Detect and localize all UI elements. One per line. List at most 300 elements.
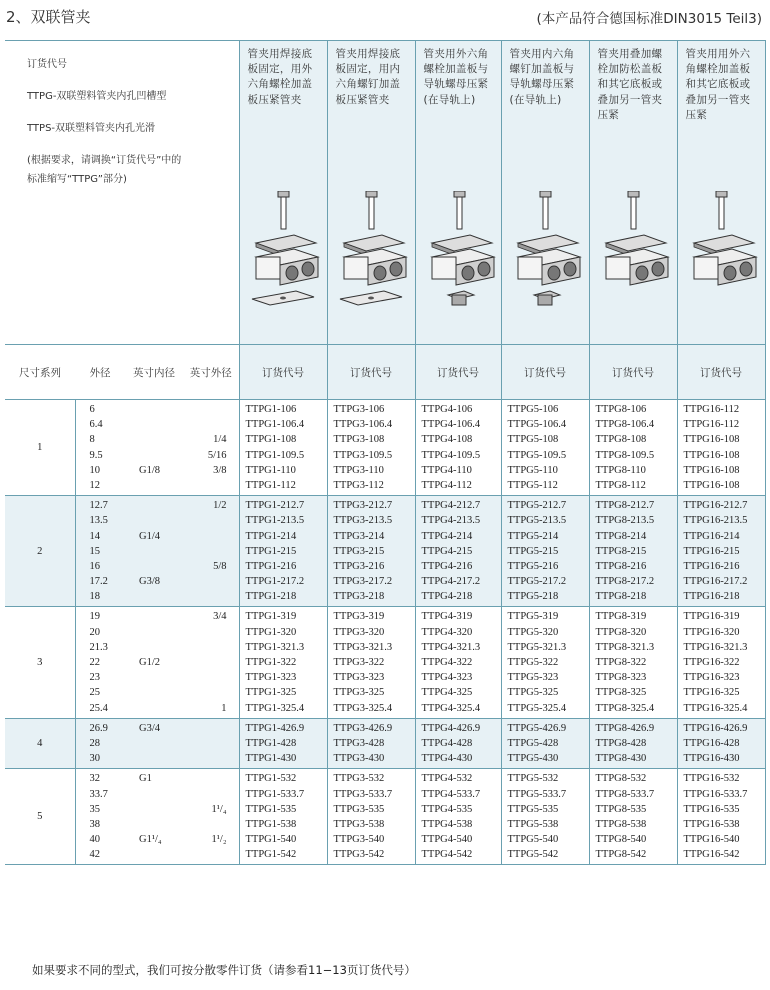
inch-inner-value: G1¹/₄ bbox=[139, 834, 162, 846]
order-code: TTPG1-112 bbox=[245, 479, 296, 491]
order-code: TTPG3-540 bbox=[333, 834, 385, 846]
type-desc-line: 螺钉加盖板与 bbox=[509, 63, 575, 76]
order-code: TTPG3-321.3 bbox=[333, 641, 393, 653]
outer-diameter-value: 8 bbox=[89, 434, 95, 446]
type-desc-line: 管夹用内六角 bbox=[509, 48, 575, 60]
order-code: TTPG3-538 bbox=[333, 818, 385, 830]
order-code: TTPG8-428 bbox=[595, 737, 647, 749]
outer-diameter-value: 25.4 bbox=[89, 702, 108, 714]
order-code: TTPG4-106.4 bbox=[421, 419, 481, 431]
type-desc-line: 板固定，用外 bbox=[247, 63, 313, 76]
type-desc-line: 管夹用叠加螺 bbox=[597, 48, 663, 60]
order-code: TTPG8-112 bbox=[595, 479, 646, 491]
series-group-row bbox=[5, 718, 765, 769]
type-desc-line: 叠加另一管夹 bbox=[685, 93, 751, 106]
outer-diameter-value: 40 bbox=[89, 834, 100, 846]
order-code: TTPG1-533.7 bbox=[245, 788, 305, 800]
type-desc-line: 和其它底板或 bbox=[685, 78, 751, 91]
order-code: TTPG3-320 bbox=[333, 626, 385, 638]
type-desc-line: 栓加防松盖板 bbox=[597, 63, 663, 76]
order-code: TTPG1-215 bbox=[245, 545, 297, 557]
outer-diameter-value: 17.2 bbox=[89, 576, 108, 588]
order-code: TTPG8-542 bbox=[595, 849, 647, 861]
type-desc-line: 压紧 bbox=[685, 108, 708, 121]
clamp-illustration-icon bbox=[422, 191, 498, 331]
order-code: TTPG4-110 bbox=[421, 464, 472, 476]
order-code: TTPG5-213.5 bbox=[507, 515, 567, 527]
order-code: TTPG8-109.5 bbox=[595, 449, 655, 461]
series-group-row bbox=[5, 769, 765, 865]
order-code: TTPG4-109.5 bbox=[421, 449, 481, 461]
order-code: TTPG3-542 bbox=[333, 849, 385, 861]
order-code: TTPG1-108 bbox=[245, 434, 297, 446]
column-header-od: 外径 bbox=[75, 345, 125, 400]
inch-outer-value bbox=[183, 721, 227, 736]
type-cell-2 bbox=[327, 41, 415, 345]
outer-diameter-value: 23 bbox=[89, 672, 100, 684]
type-cell-6 bbox=[677, 41, 765, 345]
order-code: TTPG8-430 bbox=[595, 753, 647, 765]
order-code: TTPG1-321.3 bbox=[245, 641, 305, 653]
order-code: TTPG8-325 bbox=[595, 687, 647, 699]
order-code-cell bbox=[415, 718, 501, 769]
inch-outer-value bbox=[183, 847, 227, 862]
order-code: TTPG3-106.4 bbox=[333, 419, 393, 431]
type-desc-line: (在导轨上) bbox=[423, 93, 476, 106]
order-code: TTPG3-110 bbox=[333, 464, 384, 476]
order-code: TTPG4-216 bbox=[421, 560, 473, 572]
order-code: TTPG16-323 bbox=[683, 672, 740, 684]
order-code: TTPG16-217.2 bbox=[683, 576, 748, 588]
order-code: TTPG3-533.7 bbox=[333, 788, 393, 800]
order-code: TTPG3-213.5 bbox=[333, 515, 393, 527]
inch-outer-value: 1/4 bbox=[213, 434, 227, 446]
section-title: 2、双联管夹 bbox=[6, 8, 91, 26]
inch-inner-value bbox=[139, 670, 183, 685]
order-code: TTPG8-535 bbox=[595, 803, 647, 815]
type-desc-line: 板压紧管夹 bbox=[247, 93, 302, 106]
type-desc-line: 板固定，用内 bbox=[335, 63, 401, 76]
order-code: TTPG5-108 bbox=[507, 434, 559, 446]
column-header-series: 尺寸系列 bbox=[5, 345, 75, 400]
type-header-row bbox=[5, 41, 765, 345]
order-code-cell bbox=[677, 496, 765, 607]
outer-diameter-value: 12.7 bbox=[89, 500, 108, 512]
order-code: TTPG4-321.3 bbox=[421, 641, 481, 653]
order-code: TTPG4-214 bbox=[421, 530, 473, 542]
order-code: TTPG5-535 bbox=[507, 803, 559, 815]
inch-inner-cell bbox=[125, 607, 183, 718]
intro-label: 订货代号 bbox=[27, 59, 67, 70]
outer-diameter-value: 6 bbox=[89, 404, 95, 415]
outer-diameter-cell bbox=[75, 496, 125, 607]
inch-outer-value bbox=[183, 529, 227, 544]
inch-inner-value bbox=[139, 847, 183, 862]
order-code: TTPG3-217.2 bbox=[333, 576, 393, 588]
outer-diameter-cell bbox=[75, 607, 125, 718]
type-desc-line: 管夹用焊接底 bbox=[247, 48, 313, 60]
column-header-code: 订货代号 bbox=[415, 345, 501, 400]
order-code: TTPG1-535 bbox=[245, 803, 297, 815]
inch-outer-cell bbox=[183, 400, 239, 496]
order-code: TTPG5-540 bbox=[507, 834, 559, 846]
inch-inner-value bbox=[139, 640, 183, 655]
order-code-cell bbox=[239, 496, 327, 607]
order-code: TTPG5-542 bbox=[507, 849, 559, 861]
outer-diameter-value: 25 bbox=[89, 687, 100, 699]
order-code: TTPG16-108 bbox=[683, 449, 740, 461]
order-code: TTPG8-106 bbox=[595, 404, 647, 415]
order-code-cell bbox=[501, 607, 589, 718]
order-code: TTPG8-319 bbox=[595, 611, 647, 623]
inch-outer-value bbox=[183, 787, 227, 802]
order-code: TTPG1-538 bbox=[245, 818, 297, 830]
inch-inner-value bbox=[139, 685, 183, 700]
order-code: TTPG4-213.5 bbox=[421, 515, 481, 527]
outer-diameter-value: 32 bbox=[89, 773, 100, 785]
outer-diameter-value: 15 bbox=[89, 545, 100, 557]
order-code: TTPG4-323 bbox=[421, 672, 473, 684]
order-code: TTPG16-319 bbox=[683, 611, 740, 623]
type-cell-3 bbox=[415, 41, 501, 345]
order-code: TTPG3-216 bbox=[333, 560, 385, 572]
order-code: TTPG3-106 bbox=[333, 404, 385, 415]
order-code: TTPG5-325 bbox=[507, 687, 559, 699]
series-group-row bbox=[5, 496, 765, 607]
inch-outer-value: 1¹/₄ bbox=[211, 803, 227, 815]
order-code: TTPG5-325.4 bbox=[507, 702, 567, 714]
order-code-cell bbox=[415, 607, 501, 718]
inch-inner-value: G1/8 bbox=[139, 464, 160, 476]
order-code: TTPG1-213.5 bbox=[245, 515, 305, 527]
order-code: TTPG16-430 bbox=[683, 753, 740, 765]
series-number: 3 bbox=[5, 607, 75, 718]
order-code: TTPG4-535 bbox=[421, 803, 473, 815]
inch-outer-value bbox=[183, 625, 227, 640]
order-code: TTPG16-214 bbox=[683, 530, 740, 542]
series-group-row bbox=[5, 400, 765, 496]
order-code-cell bbox=[501, 496, 589, 607]
inch-outer-value bbox=[183, 574, 227, 589]
order-code: TTPG8-217.2 bbox=[595, 576, 655, 588]
order-code: TTPG5-320 bbox=[507, 626, 559, 638]
order-code: TTPG16-540 bbox=[683, 834, 740, 846]
inch-inner-value: G1/2 bbox=[139, 657, 160, 668]
order-code-cell bbox=[327, 607, 415, 718]
type-cell-4 bbox=[501, 41, 589, 345]
order-code-cell bbox=[501, 769, 589, 865]
column-header-row bbox=[5, 345, 765, 400]
order-code: TTPG1-109.5 bbox=[245, 449, 305, 461]
order-code: TTPG16-532 bbox=[683, 773, 740, 785]
order-code: TTPG8-322 bbox=[595, 657, 647, 668]
order-code: TTPG3-109.5 bbox=[333, 449, 393, 461]
inch-outer-value bbox=[183, 589, 227, 604]
inch-inner-value: G3/4 bbox=[139, 722, 160, 734]
order-code: TTPG1-319 bbox=[245, 611, 297, 623]
intro-note-a: (根据要求，请调换“订货代号”中的 bbox=[27, 155, 182, 166]
inch-inner-value bbox=[139, 513, 183, 528]
inch-inner-value bbox=[139, 751, 183, 766]
order-code: TTPG4-540 bbox=[421, 834, 473, 846]
order-code: TTPG5-212.7 bbox=[507, 500, 567, 512]
order-code: TTPG8-540 bbox=[595, 834, 647, 846]
inch-inner-value bbox=[139, 589, 183, 604]
intro-note-b: 标准缩写“TTPG”部分) bbox=[27, 174, 127, 185]
inch-inner-value bbox=[139, 402, 183, 417]
type-desc-line: 板压紧管夹 bbox=[335, 93, 390, 106]
order-code: TTPG1-428 bbox=[245, 737, 297, 749]
outer-diameter-value: 26.9 bbox=[89, 722, 108, 734]
order-code: TTPG16-108 bbox=[683, 479, 740, 491]
order-code: TTPG1-430 bbox=[245, 753, 297, 765]
order-code: TTPG1-106 bbox=[245, 404, 297, 415]
clamp-illustration-icon bbox=[508, 191, 584, 331]
order-code: TTPG3-218 bbox=[333, 591, 385, 603]
order-code: TTPG4-320 bbox=[421, 626, 473, 638]
order-code-cell bbox=[589, 718, 677, 769]
inch-inner-value bbox=[139, 498, 183, 513]
outer-diameter-value: 18 bbox=[89, 591, 100, 603]
inch-outer-cell bbox=[183, 607, 239, 718]
type-desc-line: 叠加另一管夹 bbox=[597, 93, 663, 106]
order-code: TTPG3-108 bbox=[333, 434, 385, 446]
order-code: TTPG8-110 bbox=[595, 464, 646, 476]
order-code: TTPG4-532 bbox=[421, 773, 473, 785]
order-code: TTPG1-542 bbox=[245, 849, 297, 861]
order-code: TTPG1-325 bbox=[245, 687, 297, 699]
order-code: TTPG4-533.7 bbox=[421, 788, 481, 800]
order-code: TTPG1-216 bbox=[245, 560, 297, 572]
order-code-cell bbox=[501, 400, 589, 496]
standard-note: (本产品符合德国标准DIN3015 Teil3) bbox=[536, 11, 762, 27]
order-code: TTPG5-112 bbox=[507, 479, 558, 491]
order-code-cell bbox=[327, 769, 415, 865]
order-code: TTPG16-320 bbox=[683, 626, 740, 638]
type-desc-line: 压紧 bbox=[597, 108, 620, 121]
order-code: TTPG4-112 bbox=[421, 479, 472, 491]
inch-inner-value bbox=[139, 544, 183, 559]
outer-diameter-value: 13.5 bbox=[89, 515, 108, 527]
outer-diameter-value: 35 bbox=[89, 803, 100, 815]
order-code-cell bbox=[677, 718, 765, 769]
inch-inner-value bbox=[139, 609, 183, 624]
order-code: TTPG1-214 bbox=[245, 530, 297, 542]
footer-note: 如果要求不同的型式，我们可按分散零件订货（请参看11−13页订货代号） bbox=[32, 963, 416, 977]
order-code: TTPG16-112 bbox=[683, 404, 740, 415]
order-code-cell bbox=[239, 718, 327, 769]
type-desc-line: 管夹用焊接底 bbox=[335, 48, 401, 60]
clamp-illustration-icon bbox=[596, 191, 672, 331]
inch-inner-value bbox=[139, 432, 183, 447]
inch-outer-value bbox=[183, 640, 227, 655]
outer-diameter-value: 28 bbox=[89, 737, 100, 749]
order-code: TTPG8-320 bbox=[595, 626, 647, 638]
order-code: TTPG5-218 bbox=[507, 591, 559, 603]
order-code-table bbox=[5, 40, 766, 865]
order-code: TTPG8-533.7 bbox=[595, 788, 655, 800]
outer-diameter-value: 22 bbox=[89, 657, 100, 668]
order-code: TTPG1-540 bbox=[245, 834, 297, 846]
column-header-inch-id: 英寸内径 bbox=[125, 345, 183, 400]
outer-diameter-value: 42 bbox=[89, 849, 100, 861]
order-code-cell bbox=[589, 400, 677, 496]
inch-inner-value bbox=[139, 625, 183, 640]
order-code: TTPG5-217.2 bbox=[507, 576, 567, 588]
outer-diameter-cell bbox=[75, 718, 125, 769]
inch-outer-value: 1 bbox=[221, 702, 227, 714]
order-code: TTPG8-214 bbox=[595, 530, 647, 542]
order-code-cell bbox=[677, 769, 765, 865]
inch-inner-value: G1 bbox=[139, 773, 152, 785]
column-header-code: 订货代号 bbox=[327, 345, 415, 400]
order-code: TTPG16-325 bbox=[683, 687, 740, 699]
type-desc-line: 管夹用外六角 bbox=[423, 48, 489, 60]
clamp-illustration-icon bbox=[246, 191, 322, 331]
order-code-cell bbox=[239, 607, 327, 718]
inch-inner-value bbox=[139, 787, 183, 802]
order-code: TTPG16-216 bbox=[683, 560, 740, 572]
order-code: TTPG8-325.4 bbox=[595, 702, 655, 714]
order-code: TTPG3-325.4 bbox=[333, 702, 393, 714]
order-code: TTPG16-108 bbox=[683, 464, 740, 476]
order-code: TTPG5-322 bbox=[507, 657, 559, 668]
order-code: TTPG16-533.7 bbox=[683, 788, 748, 800]
type-cell-1 bbox=[239, 41, 327, 345]
inch-inner-value: G1/4 bbox=[139, 530, 160, 542]
order-code: TTPG4-108 bbox=[421, 434, 473, 446]
order-code: TTPG5-533.7 bbox=[507, 788, 567, 800]
order-code: TTPG3-214 bbox=[333, 530, 385, 542]
outer-diameter-value: 33.7 bbox=[89, 788, 108, 800]
type-desc-line: (在导轨上) bbox=[509, 93, 562, 106]
clamp-illustration-icon bbox=[684, 191, 760, 331]
outer-diameter-value: 19 bbox=[89, 611, 100, 623]
order-code: TTPG4-325 bbox=[421, 687, 473, 699]
type-desc-line: 导轨螺母压紧 bbox=[509, 78, 575, 91]
order-code: TTPG4-322 bbox=[421, 657, 473, 668]
order-code: TTPG3-212.7 bbox=[333, 500, 393, 512]
column-header-code: 订货代号 bbox=[589, 345, 677, 400]
type-desc-line: 六角螺钉加盖 bbox=[335, 78, 401, 91]
outer-diameter-value: 30 bbox=[89, 753, 100, 765]
order-code: TTPG1-322 bbox=[245, 657, 297, 668]
series-number: 5 bbox=[5, 769, 75, 865]
intro-line-1: TTPG-双联塑料管夹内孔凹槽型 bbox=[27, 91, 167, 102]
order-code: TTPG1-212.7 bbox=[245, 500, 305, 512]
order-code: TTPG4-325.4 bbox=[421, 702, 481, 714]
order-code: TTPG4-106 bbox=[421, 404, 473, 415]
inch-inner-cell bbox=[125, 769, 183, 865]
inch-inner-value bbox=[139, 448, 183, 463]
order-code: TTPG5-321.3 bbox=[507, 641, 567, 653]
order-code-cell bbox=[415, 400, 501, 496]
order-code: TTPG16-321.3 bbox=[683, 641, 748, 653]
order-code: TTPG8-213.5 bbox=[595, 515, 655, 527]
order-code: TTPG1-325.4 bbox=[245, 702, 305, 714]
inch-inner-value bbox=[139, 736, 183, 751]
inch-outer-value: 5/16 bbox=[207, 449, 227, 461]
order-code: TTPG3-430 bbox=[333, 753, 385, 765]
order-code: TTPG8-218 bbox=[595, 591, 647, 603]
order-code: TTPG4-217.2 bbox=[421, 576, 481, 588]
inch-outer-value bbox=[183, 670, 227, 685]
order-code: TTPG5-110 bbox=[507, 464, 558, 476]
column-header-code: 订货代号 bbox=[501, 345, 589, 400]
order-code: TTPG4-218 bbox=[421, 591, 473, 603]
outer-diameter-value: 9.5 bbox=[89, 449, 103, 461]
order-code: TTPG1-110 bbox=[245, 464, 296, 476]
outer-diameter-cell bbox=[75, 400, 125, 496]
order-code: TTPG3-426.9 bbox=[333, 722, 393, 734]
outer-diameter-value: 16 bbox=[89, 560, 100, 572]
order-code-cell bbox=[501, 718, 589, 769]
order-code: TTPG3-325 bbox=[333, 687, 385, 699]
inch-outer-value bbox=[183, 655, 227, 670]
order-code: TTPG5-216 bbox=[507, 560, 559, 572]
inch-outer-value bbox=[183, 751, 227, 766]
inch-inner-value bbox=[139, 817, 183, 832]
order-code-cell bbox=[327, 718, 415, 769]
inch-outer-cell bbox=[183, 718, 239, 769]
inch-outer-value bbox=[183, 417, 227, 432]
order-code: TTPG5-109.5 bbox=[507, 449, 567, 461]
inch-inner-value bbox=[139, 417, 183, 432]
order-code: TTPG5-214 bbox=[507, 530, 559, 542]
intro-line-2: TTPS-双联塑料管夹内孔光滑 bbox=[27, 123, 156, 134]
order-code-cell bbox=[239, 769, 327, 865]
order-code: TTPG16-535 bbox=[683, 803, 740, 815]
inch-outer-value: 1¹/₂ bbox=[211, 834, 227, 846]
order-code: TTPG5-538 bbox=[507, 818, 559, 830]
inch-outer-value bbox=[183, 402, 227, 417]
inch-inner-value bbox=[139, 478, 183, 493]
order-code: TTPG5-215 bbox=[507, 545, 559, 557]
order-code: TTPG16-428 bbox=[683, 737, 740, 749]
outer-diameter-value: 6.4 bbox=[89, 419, 103, 431]
order-code: TTPG3-319 bbox=[333, 611, 385, 623]
type-desc-line: 管夹用用外六 bbox=[685, 48, 751, 60]
order-code: TTPG8-106.4 bbox=[595, 419, 655, 431]
order-code: TTPG16-108 bbox=[683, 434, 740, 446]
order-code: TTPG8-538 bbox=[595, 818, 647, 830]
order-code: TTPG16-426.9 bbox=[683, 722, 748, 734]
type-desc-line: 六角螺栓加盖 bbox=[247, 78, 313, 91]
order-code: TTPG3-323 bbox=[333, 672, 385, 684]
series-number: 2 bbox=[5, 496, 75, 607]
inch-outer-value: 3/4 bbox=[213, 611, 227, 623]
order-code: TTPG3-532 bbox=[333, 773, 385, 785]
type-desc-line: 螺栓加盖板与 bbox=[423, 63, 489, 76]
order-code: TTPG1-106.4 bbox=[245, 419, 305, 431]
outer-diameter-value: 38 bbox=[89, 818, 100, 830]
order-code: TTPG4-426.9 bbox=[421, 722, 481, 734]
series-number: 1 bbox=[5, 400, 75, 496]
order-code: TTPG4-538 bbox=[421, 818, 473, 830]
column-header-code: 订货代号 bbox=[239, 345, 327, 400]
order-code: TTPG8-426.9 bbox=[595, 722, 655, 734]
order-code: TTPG16-218 bbox=[683, 591, 740, 603]
order-code-cell bbox=[677, 607, 765, 718]
order-code: TTPG5-106.4 bbox=[507, 419, 567, 431]
order-code: TTPG3-322 bbox=[333, 657, 385, 668]
series-number: 4 bbox=[5, 718, 75, 769]
inch-inner-cell bbox=[125, 400, 183, 496]
outer-diameter-value: 12 bbox=[89, 479, 100, 491]
order-code: TTPG16-538 bbox=[683, 818, 740, 830]
inch-outer-value bbox=[183, 736, 227, 751]
order-code: TTPG8-323 bbox=[595, 672, 647, 684]
